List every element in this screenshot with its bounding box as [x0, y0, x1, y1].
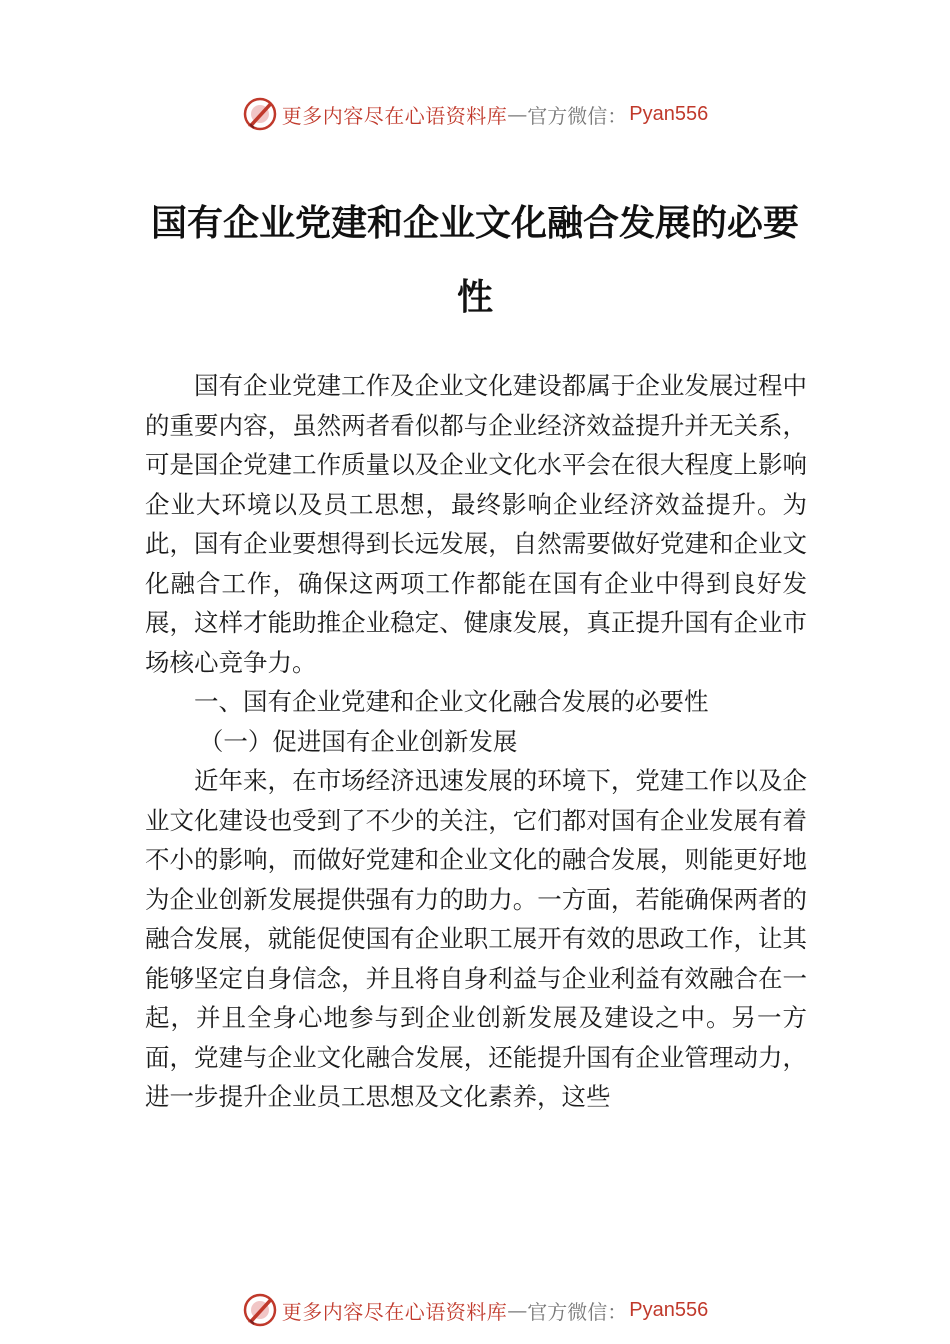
document-body — [145, 366, 807, 1117]
footer-watermark — [0, 1288, 950, 1332]
section-heading: 一、国有企业党建和企业文化融合发展的必要性 — [194, 687, 709, 716]
header-watermark — [0, 92, 950, 136]
watermark-official: 官方微信： — [527, 103, 628, 128]
watermark-official: 官方微信： — [527, 1299, 628, 1324]
quill-logo-icon — [242, 1292, 278, 1328]
watermark-dash: — — [507, 1298, 528, 1322]
watermark-text: 更多内容尽在心语资料库 — [281, 1299, 508, 1324]
paragraph-body: 近年来，在市场经济迅速发展的环境下，党建工作以及企业文化建设也受到了不少的关注，它们都对国有企业发展有着不小的影响，而做好党建和企业文化的融合发展，则能更好地为企业创新发展提供强有力的助力。一方面，若能确保两者的融合发展，就能促使国有企业职工展开有效的思政工作，让其能够坚定自身信念，并且将自身利益与企业利益有效融合在一起，并且全身心地参与到企业创新发展及建设之中。另一方面，党建与企业文化融合发展，还能提升国有企业管理动力，进一步提升企业员工思想及文化素养，这些 — [145, 766, 807, 1111]
document-title: 国有企业党建和企业文化融合发展的必要性 — [150, 202, 799, 318]
watermark-dash: — — [507, 102, 528, 126]
watermark-account: Pyan556 — [629, 102, 709, 125]
paragraph-intro: 国有企业党建工作及企业文化建设都属于企业发展过程中的重要内容，虽然两者看似都与企业经济效益提升并无关系，可是国企党建工作质量以及企业文化水平会在很大程度上影响企业大环境以及员工思想，最终影响企业经济效益提升。为此，国有企业要想得到长远发展，自然需要做好党建和企业文化融合工作，确保这两项工作都能在国有企业中得到良好发展，这样才能助推企业稳定、健康发展，真正提升国有企业市场核心竞争力。 — [145, 371, 807, 677]
subsection-heading: （一）促进国有企业创新发展 — [198, 726, 518, 756]
watermark-text: 更多内容尽在心语资料库 — [281, 103, 508, 128]
watermark-account: Pyan556 — [629, 1298, 709, 1321]
quill-logo-icon — [242, 96, 278, 132]
